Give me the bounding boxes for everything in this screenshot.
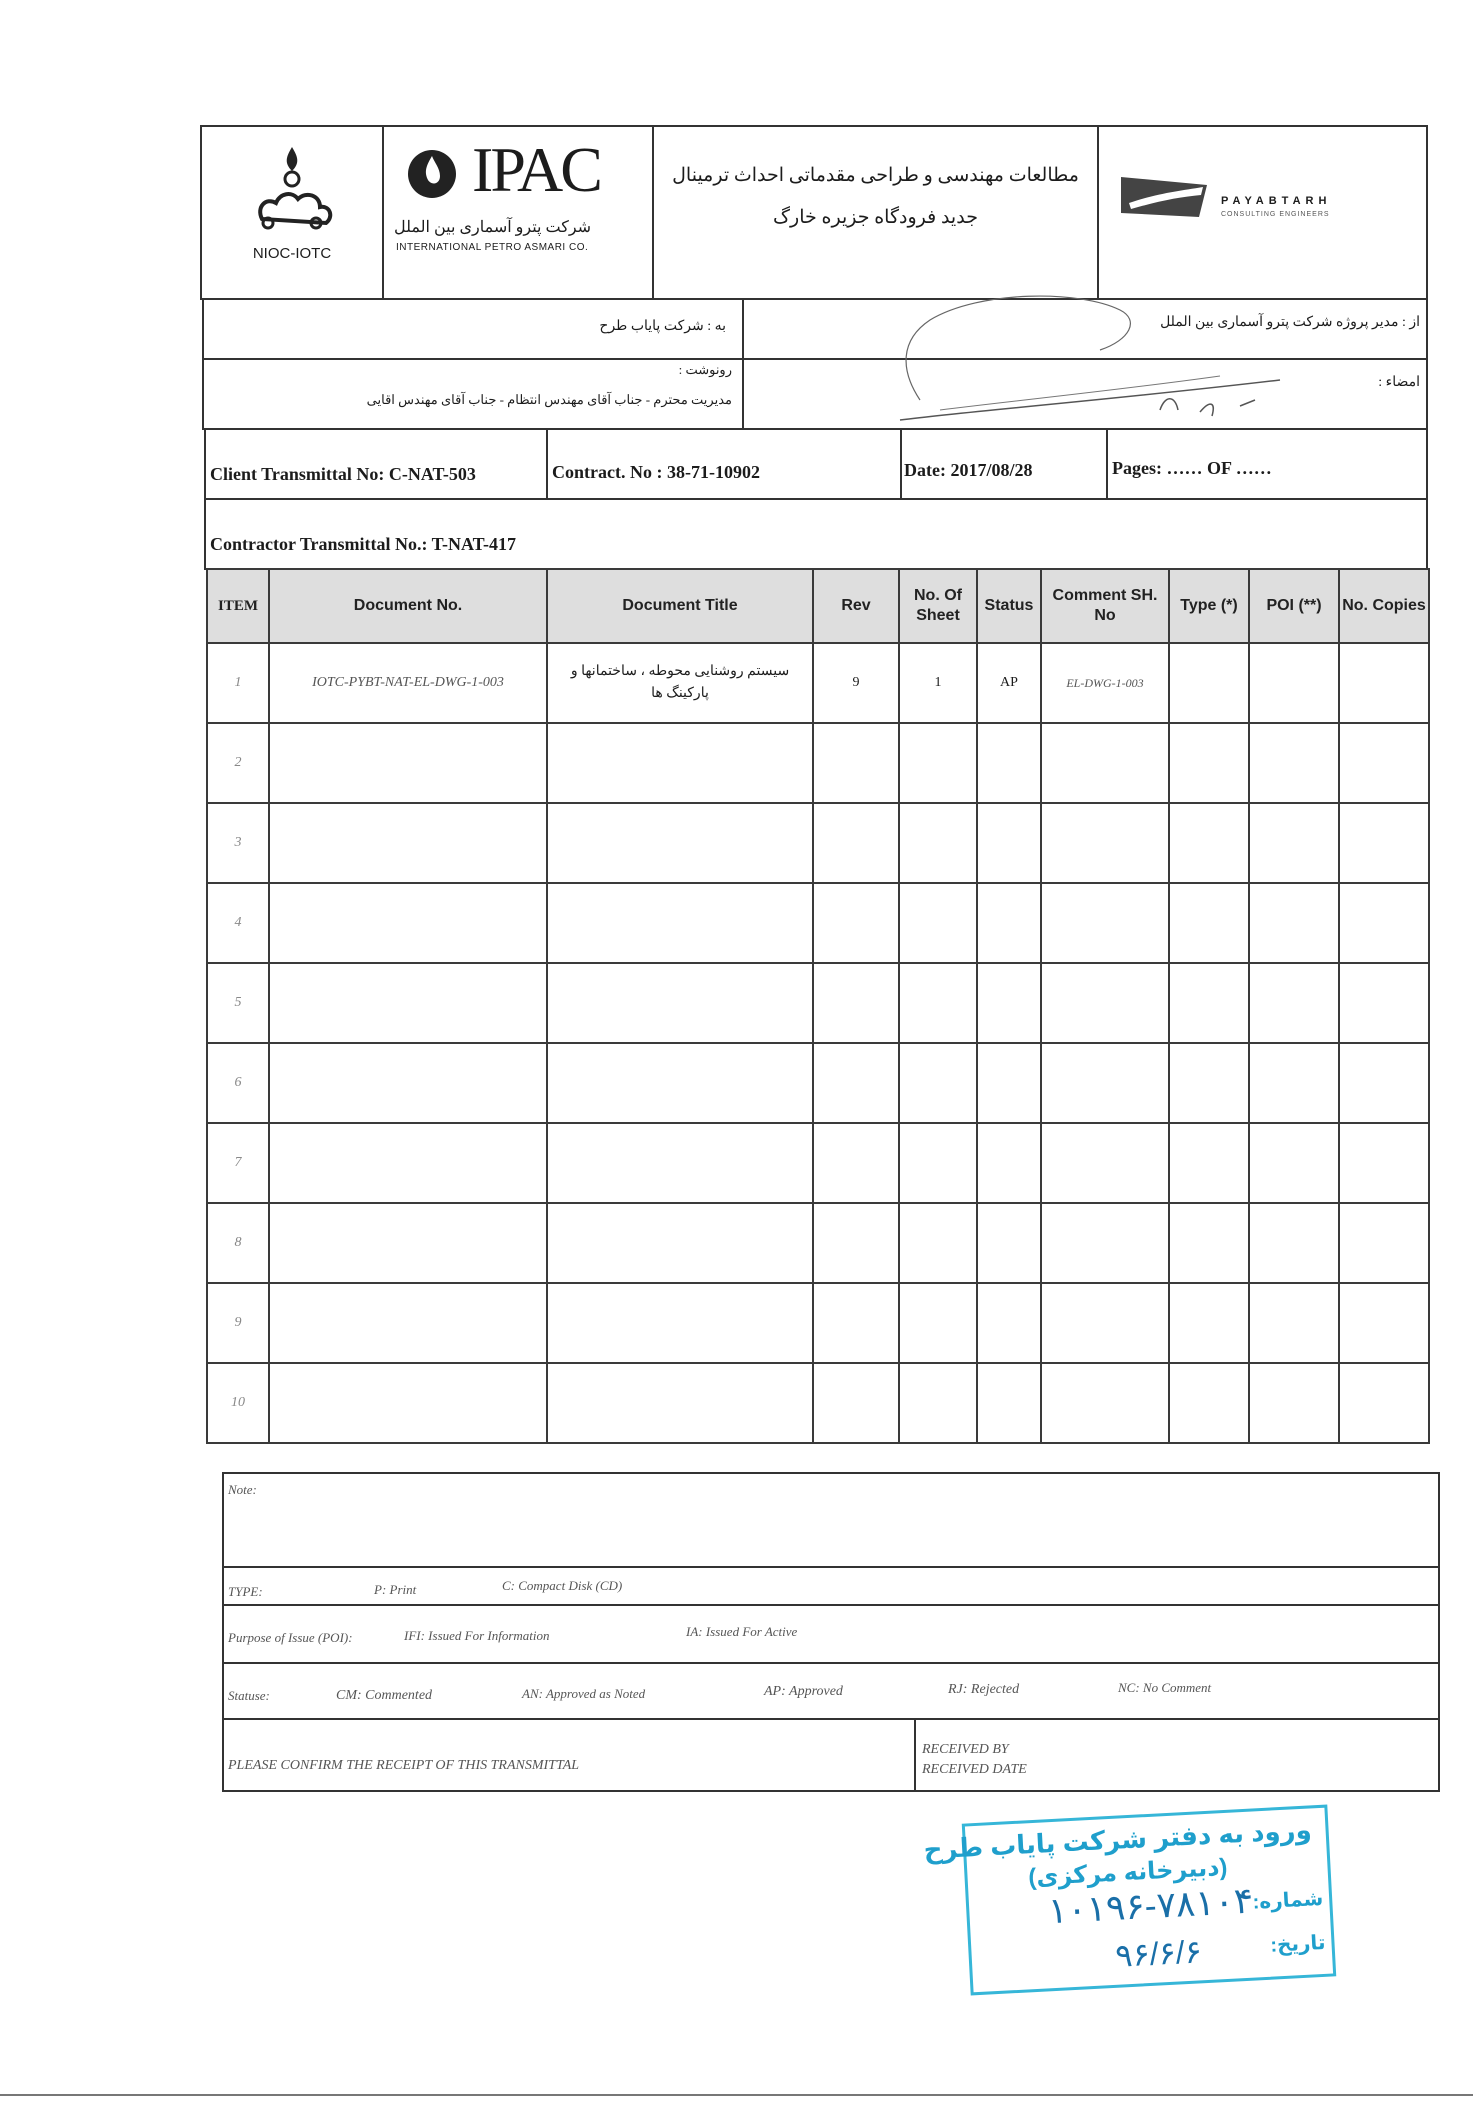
ipac-persian-name: شرکت پترو آسماری بین الملل xyxy=(394,219,592,236)
status-label: Statuse: xyxy=(228,1688,270,1703)
ipac-logo-text: IPAC xyxy=(472,134,600,205)
revision xyxy=(813,963,899,1043)
status xyxy=(977,1363,1041,1443)
comment-sheet-no xyxy=(1041,963,1169,1043)
stamp-number-value: ۱۰۱۹۶-۷۸۱۰۴ xyxy=(1046,1879,1255,1932)
document-title xyxy=(547,1203,813,1283)
col-header-comment: Comment SH. No xyxy=(1041,569,1169,643)
payab-name: PAYABTARH xyxy=(1221,195,1332,207)
item-number: 4 xyxy=(207,883,269,963)
copies xyxy=(1339,963,1429,1043)
document-title xyxy=(547,723,813,803)
poi-ia: IA: Issued For Active xyxy=(686,1624,798,1639)
poi xyxy=(1249,803,1339,883)
document-number xyxy=(269,1203,547,1283)
document-number xyxy=(269,883,547,963)
note-label: Note: xyxy=(228,1482,257,1497)
status-nc: NC: No Comment xyxy=(1118,1680,1212,1695)
document-title xyxy=(547,1043,813,1123)
ipac-drop-icon xyxy=(402,142,462,202)
table-row xyxy=(207,1283,1429,1363)
type-label: TYPE: xyxy=(228,1584,263,1599)
ipac-logo xyxy=(384,127,652,298)
col-header-copies: No. Copies xyxy=(1339,569,1429,643)
stamp-date-value: ۹۶/۶/۶ xyxy=(1114,1933,1203,1974)
cc-field: مدیریت محترم - جناب آقای مهندس انتظام - جناب آقای مهندس اقایی xyxy=(366,392,732,407)
status xyxy=(977,803,1041,883)
comment-sheet-no xyxy=(1041,883,1169,963)
status xyxy=(977,1123,1041,1203)
row-divider xyxy=(900,430,902,498)
sheet-count xyxy=(899,723,977,803)
status xyxy=(977,883,1041,963)
comment-sheet-no xyxy=(1041,803,1169,883)
note-box xyxy=(222,1472,1440,1568)
documents-table xyxy=(206,568,1430,1444)
table-row xyxy=(207,643,1429,723)
poi-ifi: IFI: Issued For Information xyxy=(404,1628,550,1643)
confirmation-row xyxy=(222,1718,1440,1792)
from-field: از : مدیر پروژه شرکت پترو آسماری بین الملل xyxy=(1160,315,1420,330)
revision xyxy=(813,1203,899,1283)
nioc-emblem-icon xyxy=(202,127,382,247)
table-row xyxy=(207,963,1429,1043)
stamp-number-label: شماره: xyxy=(1252,1887,1324,1914)
revision xyxy=(813,723,899,803)
item-number: 3 xyxy=(207,803,269,883)
payab-logo-icon xyxy=(1119,175,1209,219)
comment-sheet-no xyxy=(1041,1043,1169,1123)
table-row xyxy=(207,803,1429,883)
poi xyxy=(1249,1043,1339,1123)
item-number: 7 xyxy=(207,1123,269,1203)
document-number xyxy=(269,803,547,883)
col-header-rev: Rev xyxy=(813,569,899,643)
sheet-count xyxy=(899,1283,977,1363)
transmittal-row xyxy=(204,428,1428,500)
table-header-row xyxy=(207,569,1429,643)
sheet-count: 1 xyxy=(899,643,977,723)
col-header-type: Type (*) xyxy=(1169,569,1249,643)
copies xyxy=(1339,1283,1429,1363)
project-title xyxy=(654,155,1097,239)
revision xyxy=(813,1363,899,1443)
table-row xyxy=(207,883,1429,963)
row-divider xyxy=(1106,430,1108,498)
sheet-count xyxy=(899,1203,977,1283)
document-number xyxy=(269,1363,547,1443)
document-number: IOTC-PYBT-NAT-EL-DWG-1-003 xyxy=(269,643,547,723)
copies xyxy=(1339,1203,1429,1283)
sheet-count xyxy=(899,803,977,883)
document-title xyxy=(547,1123,813,1203)
document-title: سیستم روشنایی محوطه ، ساختمانها و پارکینگ ها xyxy=(547,643,813,723)
status-an: AN: Approved as Noted xyxy=(522,1686,646,1701)
nioc-logo xyxy=(202,127,382,298)
document-title xyxy=(547,883,813,963)
status xyxy=(977,1203,1041,1283)
poi xyxy=(1249,723,1339,803)
sheet-count xyxy=(899,1363,977,1443)
status xyxy=(977,963,1041,1043)
type xyxy=(1169,883,1249,963)
receipt-stamp xyxy=(922,1805,1337,1996)
revision xyxy=(813,803,899,883)
type xyxy=(1169,803,1249,883)
client-transmittal-no: Client Transmittal No: C-NAT-503 xyxy=(210,464,476,484)
col-header-sheet: No. Of Sheet xyxy=(899,569,977,643)
ipac-english-name: INTERNATIONAL PETRO ASMARI CO. xyxy=(396,242,589,253)
revision xyxy=(813,1283,899,1363)
project-title-line2: جدید فرودگاه جزیره خارگ xyxy=(773,207,978,228)
confirm-receipt-text: PLEASE CONFIRM THE RECEIPT OF THIS TRANSMITTAL xyxy=(228,1758,580,1773)
sheet-count xyxy=(899,963,977,1043)
table-row xyxy=(207,1043,1429,1123)
document-title xyxy=(547,1363,813,1443)
row-divider xyxy=(546,430,548,498)
copies xyxy=(1339,643,1429,723)
type xyxy=(1169,1283,1249,1363)
row-divider xyxy=(742,300,744,358)
comment-sheet-no xyxy=(1041,1123,1169,1203)
status-legend-row xyxy=(222,1662,1440,1720)
poi xyxy=(1249,1123,1339,1203)
stamp-title: ورود به دفتر شرکت پایاب طرح xyxy=(922,1814,1313,1865)
type-print: P: Print xyxy=(374,1582,417,1597)
document-title xyxy=(547,803,813,883)
comment-sheet-no xyxy=(1041,1363,1169,1443)
cc-label: رونوشت : xyxy=(678,362,732,377)
sheet-count xyxy=(899,1043,977,1123)
copies xyxy=(1339,803,1429,883)
comment-sheet-no xyxy=(1041,1283,1169,1363)
copies xyxy=(1339,1363,1429,1443)
type xyxy=(1169,1203,1249,1283)
revision xyxy=(813,1043,899,1123)
item-number: 5 xyxy=(207,963,269,1043)
row-divider xyxy=(914,1720,916,1790)
poi xyxy=(1249,963,1339,1043)
copies xyxy=(1339,1043,1429,1123)
payab-subtitle: CONSULTING ENGINEERS xyxy=(1221,211,1330,218)
document-title xyxy=(547,963,813,1043)
pages-field: Pages: …… OF …… xyxy=(1112,458,1272,478)
type xyxy=(1169,1043,1249,1123)
status xyxy=(977,1283,1041,1363)
stamp-date-label: تاریخ: xyxy=(1269,1931,1327,1957)
scan-edge xyxy=(0,2094,1473,2096)
document-number xyxy=(269,1123,547,1203)
document-number xyxy=(269,723,547,803)
sheet-count xyxy=(899,883,977,963)
type xyxy=(1169,723,1249,803)
contractor-transmittal-no: Contractor Transmittal No.: T-NAT-417 xyxy=(210,534,516,554)
status-rj: RJ: Rejected xyxy=(948,1682,1020,1697)
handwritten-signature xyxy=(860,260,1320,440)
col-header-document-title: Document Title xyxy=(547,569,813,643)
revision xyxy=(813,883,899,963)
poi xyxy=(1249,1363,1339,1443)
contract-no: Contract. No : 38-71-10902 xyxy=(552,462,760,482)
item-number: 2 xyxy=(207,723,269,803)
item-number: 1 xyxy=(207,643,269,723)
col-header-status: Status xyxy=(977,569,1041,643)
document-number xyxy=(269,1283,547,1363)
to-field: به : شرکت پایاب طرح xyxy=(599,319,726,334)
copies xyxy=(1339,1123,1429,1203)
project-title-line1: مطالعات مهندسی و طراحی مقدماتی احداث ترمینال xyxy=(672,165,1079,186)
signature-label: امضاء : xyxy=(1378,375,1420,390)
item-number: 10 xyxy=(207,1363,269,1443)
item-number: 9 xyxy=(207,1283,269,1363)
revision: 9 xyxy=(813,643,899,723)
col-header-document-no: Document No. xyxy=(269,569,547,643)
received-by: RECEIVED BY xyxy=(922,1742,1009,1757)
revision xyxy=(813,1123,899,1203)
document-title xyxy=(547,1283,813,1363)
document-number xyxy=(269,1043,547,1123)
col-header-item: ITEM xyxy=(207,569,269,643)
table-row xyxy=(207,1363,1429,1443)
row-divider xyxy=(742,360,744,428)
copies xyxy=(1339,883,1429,963)
poi xyxy=(1249,883,1339,963)
status xyxy=(977,723,1041,803)
status xyxy=(977,1043,1041,1123)
table-row xyxy=(207,1123,1429,1203)
status: AP xyxy=(977,643,1041,723)
sheet-count xyxy=(899,1123,977,1203)
comment-sheet-no xyxy=(1041,723,1169,803)
type xyxy=(1169,1363,1249,1443)
poi-legend-row xyxy=(222,1604,1440,1664)
nioc-label: NIOC-IOTC xyxy=(252,245,332,262)
item-number: 6 xyxy=(207,1043,269,1123)
contractor-row xyxy=(204,498,1428,570)
type xyxy=(1169,643,1249,723)
poi xyxy=(1249,643,1339,723)
table-row xyxy=(207,1203,1429,1283)
comment-sheet-no: EL-DWG-1-003 xyxy=(1041,643,1169,723)
poi xyxy=(1249,1203,1339,1283)
type-cd: C: Compact Disk (CD) xyxy=(502,1578,623,1593)
stamp-subtitle: (دبیرخانه مرکزی) xyxy=(1027,1853,1229,1892)
type-legend-row xyxy=(222,1566,1440,1606)
table-row xyxy=(207,723,1429,803)
comment-sheet-no xyxy=(1041,1203,1169,1283)
poi xyxy=(1249,1283,1339,1363)
document-number xyxy=(269,963,547,1043)
item-number: 8 xyxy=(207,1203,269,1283)
copies xyxy=(1339,723,1429,803)
poi-label: Purpose of Issue (POI): xyxy=(228,1630,353,1645)
received-date: RECEIVED DATE xyxy=(922,1762,1027,1777)
status-cm: CM: Commented xyxy=(336,1688,433,1703)
type xyxy=(1169,1123,1249,1203)
type xyxy=(1169,963,1249,1043)
status-ap: AP: Approved xyxy=(764,1684,843,1699)
col-header-poi: POI (**) xyxy=(1249,569,1339,643)
transmittal-date: Date: 2017/08/28 xyxy=(904,460,1033,480)
